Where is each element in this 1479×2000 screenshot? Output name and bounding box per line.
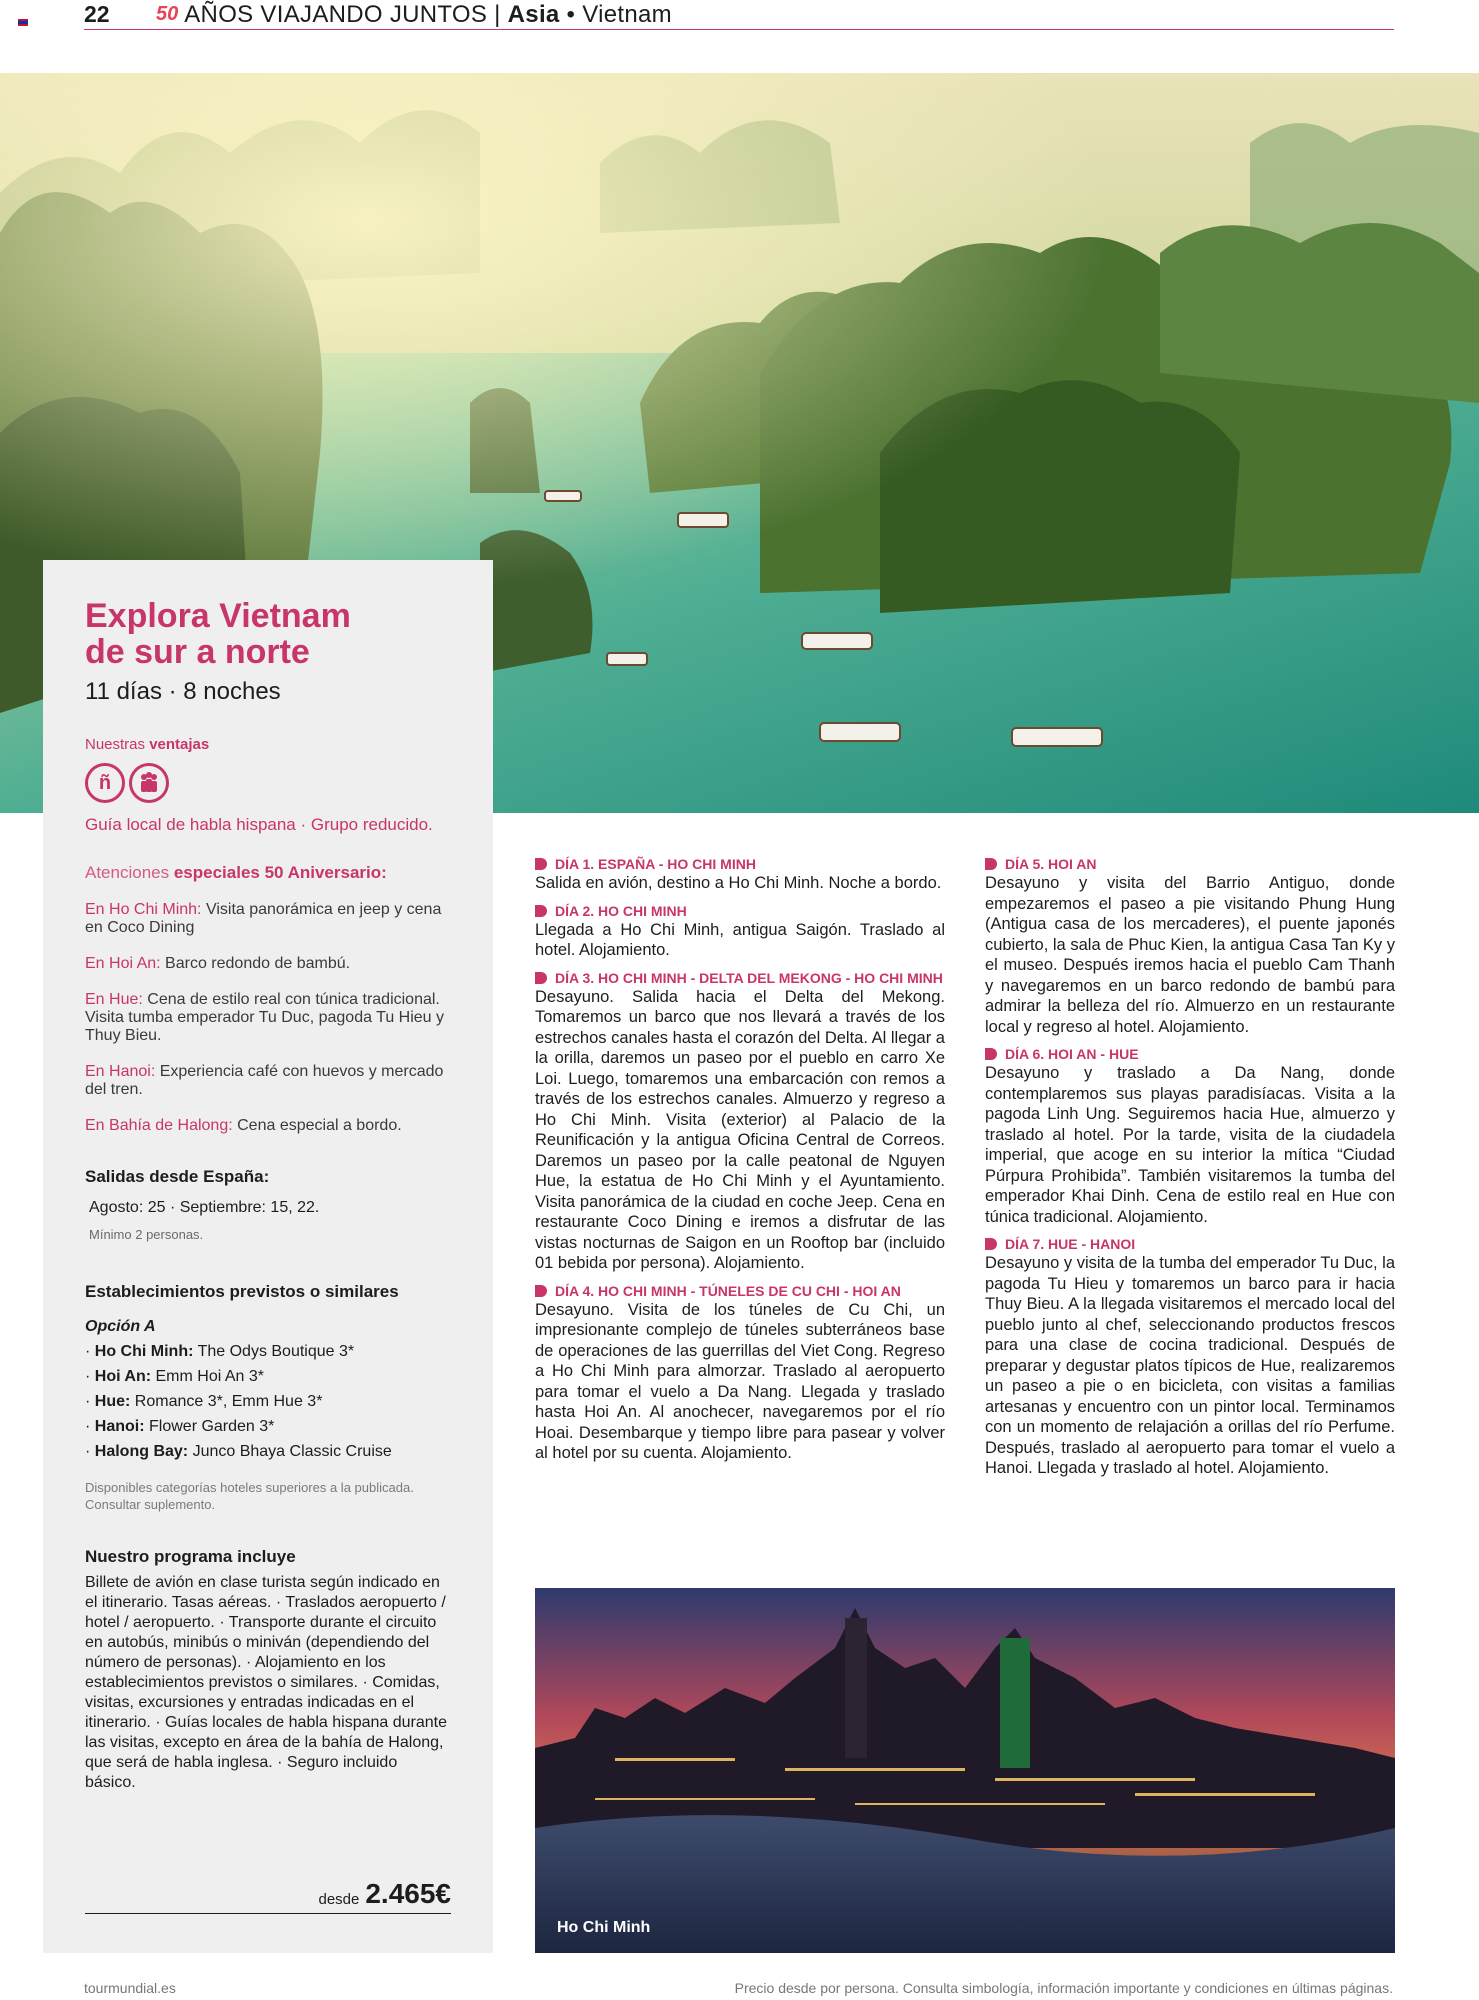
header-title bbox=[184, 1, 672, 29]
hotel-name: Romance 3*, Emm Hue 3* bbox=[130, 1393, 323, 1410]
atencion-lead: En Hanoi: bbox=[85, 1063, 156, 1080]
programa-title: Nuestro programa incluye bbox=[85, 1547, 296, 1566]
ventajas-icons bbox=[85, 763, 451, 803]
day-title: DÍA 2. HO CHI MINH bbox=[555, 902, 687, 919]
atencion-text: Experiencia café con huevos y mercado del tren. bbox=[85, 1063, 444, 1098]
hotel-item: · Ho Chi Minh: The Odys Boutique 3* bbox=[85, 1343, 355, 1360]
day-heading bbox=[535, 855, 945, 873]
ho-chi-minh-skyline-illustration bbox=[535, 1588, 1395, 1953]
ventajas-text: Guía local de habla hispana · Grupo reducido. bbox=[85, 815, 433, 834]
itinerary-column-2 bbox=[985, 855, 1395, 1479]
bullet-arrow-icon bbox=[985, 858, 997, 870]
atencion-text: Cena de estilo real con túnica tradicional. Visita tumba emperador Tu Duc, pagoda Tu Hieu y Thuy Bieu. bbox=[85, 991, 445, 1044]
footer-website-link[interactable]: tourmundial.es bbox=[84, 1980, 176, 1996]
anniversary-50-logo: 50 bbox=[156, 3, 179, 25]
price-row bbox=[85, 1878, 451, 1914]
tour-title bbox=[85, 598, 451, 670]
city-image-caption: Ho Chi Minh bbox=[557, 1919, 651, 1936]
day-description: Desayuno y visita del Barrio Antiguo, donde empezaremos el paseo a pie visitando Phung Hung (Antigua casa de los mercaderes), el puente japonés cubierto, la sala de Phuc Kien, la antigua Casa Tan Ky y el museo. Después iremos hacia el pueblo Cam Thanh y navegaremos en un barco redondo de bambú para admirar la belleza del río. Almuerzo en un restaurante local y regreso al hotel. Alojamiento. bbox=[985, 874, 1395, 1036]
hotel-item: · Hanoi: Flower Garden 3* bbox=[85, 1418, 275, 1435]
day-description: Desayuno. Salida hacia el Delta del Mekong. Tomaremos un barco que nos llevará a través de los estrechos canales hasta el corazón del Delta. Al llegar a la orilla, daremos un paseo por el pueblo en carro Xe Loi. Luego, tomaremos una embarcación con remos a través de los estrechos canales. Almuerzo y regreso a Ho Chi Minh. Visita (exterior) al Palacio de la Reunificación y la antigua Oficina Central de Correos. Daremos un paseo por la calle peatonal de Nguyen Hue, la estatua de Ho Chi Minh y el Ayuntamiento. Visita panorámica de la ciudad en coche Jeep. Cena en restaurante Coco Dining e iremos a disfrutar de las vistas nocturnas de Saigon en un Rooftop bar (incluido 01 bebida por persona). Alojamiento. bbox=[535, 987, 945, 1272]
footer-disclaimer: Precio desde por persona. Consulta simbología, información importante y condiciones en últimas páginas. bbox=[734, 1980, 1393, 1996]
header-region: Asia bbox=[507, 0, 560, 28]
atencion-item bbox=[85, 991, 451, 1045]
day-description: Desayuno y traslado a Da Nang, donde contemplaremos sus playas paradisíacas. Visita a la pagoda Linh Ung. Seguiremos hacia Hue, almuerzo y traslado al hotel. Por la tarde, visita de la ciudadela imperial, que acoge en su interior la mítica “Ciudad Púrpura Prohibida”. También visitaremos la tumba del emperador Khai Dinh. Cena de estilo real en Hue con túnica tradicional. Alojamiento. bbox=[985, 1064, 1395, 1226]
bullet-arrow-icon bbox=[985, 1048, 997, 1060]
day-title: DÍA 4. HO CHI MINH - TÚNELES DE CU CHI - HOI AN bbox=[555, 1282, 901, 1299]
hotel-name: Flower Garden 3* bbox=[144, 1418, 275, 1435]
spain-flag-icon bbox=[18, 19, 28, 26]
tour-summary-card bbox=[43, 560, 493, 1953]
hotel-city: Hanoi: bbox=[94, 1418, 145, 1435]
day-heading bbox=[535, 1282, 945, 1300]
day-heading bbox=[985, 1235, 1395, 1253]
bullet-arrow-icon bbox=[535, 972, 547, 984]
opcion-label: Opción A bbox=[85, 1318, 156, 1335]
atencion-text: Visita panorámica en jeep y cena en Coco Dining bbox=[85, 901, 442, 936]
aniversario-prefix: Atenciones bbox=[85, 863, 174, 882]
hotel-name: The Odys Boutique 3* bbox=[193, 1343, 355, 1360]
hotel-city: Hue: bbox=[94, 1393, 131, 1410]
day-description: Desayuno y visita de la tumba del emperador Tu Duc, la pagoda Tu Hieu y tomaremos un barco para ir hacia Thuy Bieu. A la llegada visitaremos el mercado local del pueblo junto al chef, seleccionando productos frescos para una clase de cocina tradicional. Después de preparar y degustar platos típicos de Hue, realizaremos un paseo a pie o en bicicleta, con visitas a familias artesanas y encuentro con un pintor local. Terminamos con un momento de relajación a orillas del río Perfume. Después, traslado al aeropuerto para tomar el vuelo a Hanoi. Llegada y traslado al hotel. Alojamiento. bbox=[985, 1254, 1395, 1477]
page-header bbox=[84, 0, 1394, 30]
day-heading bbox=[535, 902, 945, 920]
hotel-name: Junco Bhaya Classic Cruise bbox=[188, 1443, 392, 1460]
day-description: Llegada a Ho Chi Minh, antigua Saigón. Traslado al hotel. Alojamiento. bbox=[535, 920, 945, 959]
day-title: DÍA 5. HOI AN bbox=[1005, 856, 1097, 872]
tour-title-line-1: Explora Vietnam bbox=[85, 597, 351, 635]
city-image-ho-chi-minh bbox=[535, 1588, 1395, 1953]
price-value: 2.465€ bbox=[365, 1878, 451, 1909]
establecimientos-title: Establecimientos previstos o similares bbox=[85, 1282, 399, 1301]
hotel-item: · Hoi An: Emm Hoi An 3* bbox=[85, 1368, 264, 1385]
day-title: DÍA 3. HO CHI MINH - DELTA DEL MEKONG - HO CHI MINH bbox=[555, 969, 943, 986]
day-heading bbox=[985, 1045, 1395, 1063]
atencion-lead: En Hue: bbox=[85, 991, 143, 1008]
day-description: Desayuno. Visita de los túneles de Cu Chi, un impresionante complejo de túneles subterráneos base de operaciones de las guerrillas del Viet Cong. Regreso a Ho Chi Minh para almorzar. Traslado al aeropuerto para tomar el vuelo a Da Nang. Llegada y traslado hasta Hoi An. Al anochecer, navegaremos por el río Hoai. Desembarque y tiempo libre para pasear y volver al hotel por su cuenta. Alojamiento. bbox=[535, 1300, 945, 1462]
atencion-lead: En Bahía de Halong: bbox=[85, 1117, 233, 1134]
day-heading bbox=[535, 969, 945, 987]
spanish-guide-icon: ñ bbox=[85, 763, 125, 803]
atencion-lead: En Hoi An: bbox=[85, 955, 161, 972]
hotel-city: Hoi An: bbox=[94, 1368, 152, 1385]
hotel-name: Emm Hoi An 3* bbox=[151, 1368, 264, 1385]
atencion-item bbox=[85, 901, 451, 937]
bullet-arrow-icon bbox=[535, 858, 547, 870]
hotel-item: · Hue: Romance 3*, Emm Hue 3* bbox=[85, 1393, 323, 1410]
aniversario-bold: especiales 50 Aniversario: bbox=[173, 863, 387, 882]
salidas-dates: Agosto: 25 · Septiembre: 15, 22. bbox=[89, 1199, 320, 1216]
hotel-city: Ho Chi Minh: bbox=[94, 1343, 194, 1360]
salidas-title: Salidas desde España: bbox=[85, 1167, 270, 1186]
aniversario-label bbox=[85, 863, 451, 883]
price-desde-label: desde bbox=[318, 1891, 360, 1908]
ventajas-label bbox=[85, 736, 451, 753]
small-group-icon bbox=[129, 763, 169, 803]
day-title: DÍA 1. ESPAÑA - HO CHI MINH bbox=[555, 856, 756, 872]
hotel-city: Halong Bay: bbox=[94, 1443, 189, 1460]
atencion-text: Barco redondo de bambú. bbox=[160, 955, 351, 972]
ventajas-bold: ventajas bbox=[149, 736, 210, 753]
programa-text: Billete de avión en clase turista según indicado en el itinerario. Tasas aéreas. · Traslados aeropuerto / hotel / aeropuerto. · Transporte durante el circuito en autobús, minibús o miniván (dependiendo del número de personas). · Alojamiento en los establecimientos previstos o similares. · Comidas, visitas, excursiones y entradas indicadas en el itinerario. · Guías locales de habla hispana durante las visitas, excepto en área de la bahía de Halong, que será de habla inglesa. · Seguro incluido básico. bbox=[85, 1574, 447, 1791]
atencion-item bbox=[85, 1117, 451, 1135]
day-title: DÍA 7. HUE - HANOI bbox=[1005, 1236, 1136, 1252]
atencion-text: Cena especial a bordo. bbox=[232, 1117, 402, 1134]
hotel-item: · Halong Bay: Junco Bhaya Classic Cruise bbox=[85, 1443, 392, 1460]
day-title: DÍA 6. HOI AN - HUE bbox=[1005, 1046, 1139, 1062]
bullet-arrow-icon bbox=[985, 1238, 997, 1250]
page-number: 22 bbox=[84, 1, 110, 27]
atencion-lead: En Ho Chi Minh: bbox=[85, 901, 202, 918]
bullet-arrow-icon bbox=[535, 905, 547, 917]
itinerary-column-1 bbox=[535, 855, 945, 1464]
header-country: Vietnam bbox=[582, 0, 672, 28]
header-prefix: AÑOS VIAJANDO JUNTOS | bbox=[184, 0, 508, 28]
day-description: Salida en avión, destino a Ho Chi Minh. Noche a bordo. bbox=[535, 874, 942, 892]
header-separator: • bbox=[559, 0, 583, 28]
minimo-personas: Mínimo 2 personas. bbox=[89, 1227, 204, 1242]
atencion-item bbox=[85, 955, 451, 973]
bullet-arrow-icon bbox=[535, 1285, 547, 1297]
atencion-item bbox=[85, 1063, 451, 1099]
day-heading bbox=[985, 855, 1395, 873]
tour-duration: 11 días · 8 noches bbox=[85, 678, 281, 705]
ventajas-prefix: Nuestras bbox=[85, 736, 150, 753]
hotels-note: Disponibles categorías hoteles superiores a la publicada. Consultar suplemento. bbox=[85, 1480, 414, 1512]
tour-title-line-2: de sur a norte bbox=[85, 633, 310, 671]
